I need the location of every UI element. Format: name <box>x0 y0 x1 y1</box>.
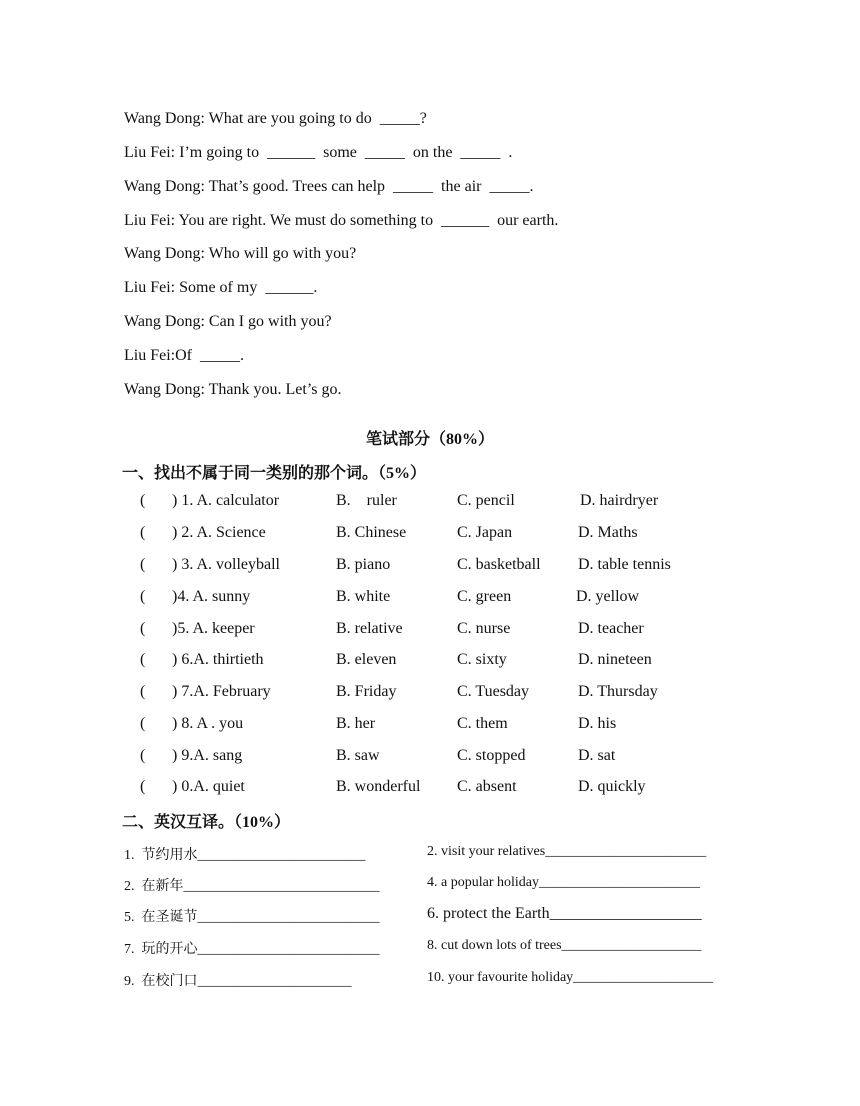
answer-paren[interactable]: ( <box>140 524 146 541</box>
option-d: D. teacher <box>578 620 644 637</box>
answer-paren[interactable]: ( <box>140 588 146 605</box>
question-stem: )4. A. sunny <box>172 588 251 605</box>
question-stem: ) 2. A. Science <box>172 524 266 541</box>
question-stem: ) 8. A . you <box>172 715 244 732</box>
answer-paren[interactable]: ( <box>140 683 146 700</box>
translation-item-left[interactable]: 1. 节约用水________________________ <box>124 848 366 863</box>
part1-heading: 一、找出不属于同一类别的那个词。（5%） <box>122 465 427 482</box>
question-stem: ) 6.A. thirtieth <box>172 651 264 668</box>
option-c: C. stopped <box>457 747 526 764</box>
option-d: D. nineteen <box>578 651 652 668</box>
question-stem: ) 9.A. sang <box>172 747 243 764</box>
answer-paren[interactable]: ( <box>140 651 146 668</box>
option-b: B. wonderful <box>336 778 421 795</box>
translation-item-left[interactable]: 2. 在新年____________________________ <box>124 879 380 894</box>
option-c: C. basketball <box>457 556 541 573</box>
option-c: C. pencil <box>457 492 515 509</box>
question-stem: ) 3. A. volleyball <box>172 556 280 573</box>
dialogue-line: Wang Dong: Can I go with you? <box>124 313 332 330</box>
dialogue-line: Wang Dong: Who will go with you? <box>124 245 357 262</box>
answer-paren[interactable]: ( <box>140 715 146 732</box>
dialogue-line: Wang Dong: Thank you. Let’s go. <box>124 381 342 398</box>
option-d: D. Maths <box>578 524 638 541</box>
translation-item-right[interactable]: 6. protect the Earth___________________ <box>427 905 702 922</box>
option-b: B. saw <box>336 747 380 764</box>
dialogue-line: Liu Fei: You are right. We must do something to ______ our earth. <box>124 212 559 229</box>
option-b: B. eleven <box>336 651 397 668</box>
written-part-title: 笔试部分（80%） <box>365 431 494 448</box>
option-d: D. quickly <box>578 778 646 795</box>
translation-item-right[interactable]: 4. a popular holiday_______________________ <box>427 875 700 890</box>
option-c: C. them <box>457 715 508 732</box>
dialogue-line: Liu Fei: Some of my ______. <box>124 279 318 296</box>
option-d: D. Thursday <box>578 683 658 700</box>
dialogue-line: Liu Fei: I’m going to ______ some _____ on the _____ . <box>124 144 513 161</box>
option-b: B. Friday <box>336 683 397 700</box>
option-c: C. nurse <box>457 620 511 637</box>
option-c: C. Tuesday <box>457 683 530 700</box>
option-c: C. sixty <box>457 651 507 668</box>
translation-item-right[interactable]: 2. visit your relatives_______________________ <box>427 844 707 859</box>
translation-item-right[interactable]: 10. your favourite holiday____________________ <box>427 970 714 985</box>
answer-paren[interactable]: ( <box>140 778 146 795</box>
question-stem: )5. A. keeper <box>172 620 255 637</box>
translation-item-left[interactable]: 7. 玩的开心__________________________ <box>124 942 380 957</box>
dialogue-line: Liu Fei:Of _____. <box>124 347 244 364</box>
answer-paren[interactable]: ( <box>140 620 146 637</box>
part2-heading: 二、英汉互译。（10%） <box>122 814 291 831</box>
option-c: C. absent <box>457 778 517 795</box>
answer-paren[interactable]: ( <box>140 556 146 573</box>
option-d: D. table tennis <box>578 556 671 573</box>
translation-item-right[interactable]: 8. cut down lots of trees____________________ <box>427 938 702 953</box>
option-c: C. green <box>457 588 512 605</box>
option-b: B. her <box>336 715 376 732</box>
option-b: B. piano <box>336 556 391 573</box>
answer-paren[interactable]: ( <box>140 747 146 764</box>
option-d: D. yellow <box>576 588 640 605</box>
option-d: D. his <box>578 715 617 732</box>
option-d: D. sat <box>578 747 616 764</box>
answer-paren[interactable]: ( <box>140 492 146 509</box>
dialogue-line: Wang Dong: What are you going to do _____? <box>124 110 427 127</box>
question-stem: ) 7.A. February <box>172 683 271 700</box>
option-b: B. relative <box>336 620 403 637</box>
dialogue-line: Wang Dong: That’s good. Trees can help _____ the air _____. <box>124 178 534 195</box>
question-stem: ) 1. A. calculator <box>172 492 280 509</box>
translation-item-left[interactable]: 9. 在校门口______________________ <box>124 974 352 989</box>
option-b: B. Chinese <box>336 524 407 541</box>
option-b: B. ruler <box>336 492 397 509</box>
option-c: C. Japan <box>457 524 513 541</box>
option-d: D. hairdryer <box>580 492 659 509</box>
question-stem: ) 0.A. quiet <box>172 778 245 795</box>
translation-item-left[interactable]: 5. 在圣诞节__________________________ <box>124 910 380 925</box>
option-b: B. white <box>336 588 391 605</box>
